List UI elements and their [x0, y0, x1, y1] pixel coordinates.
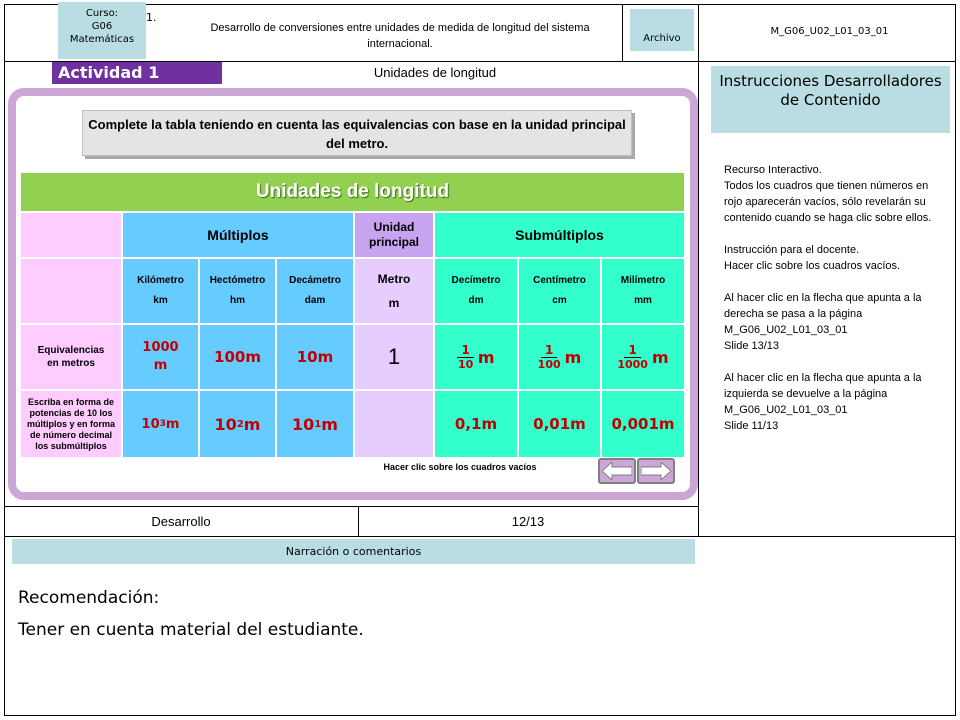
power-base: 10 — [292, 414, 315, 434]
unit-dm — [434, 258, 518, 324]
fraction-unit: m — [651, 347, 669, 367]
value-m[interactable]: 1 — [354, 324, 434, 390]
instructions-body: Recurso Interactivo. Todos los cuadros que tienen números en rojo aparecerán vacíos, sólo revelarán su contenido cuando se haga clic sobre ellos. Instrucción para el docente. Hacer clic sobre los cuadros vacíos. Al hacer clic en la flecha que apunta a la derecha se pasa a la página M_G06_U02_L01_03_01 Slide 13/13 Al hacer clic en la flecha que apunta a la izquierda se devuelve a la página M_G06_U02_L01_03_01 Slide 11/13 — [724, 164, 932, 432]
decimal-cm[interactable]: 0,01m — [518, 390, 601, 458]
power-exponent: 2 — [236, 418, 244, 430]
instructions-title: Instrucciones Desarrolladores de Contenido — [711, 66, 950, 133]
instruction-box: Complete la tabla teniendo en cuenta las equivalencias con base en la unidad principal del metro. — [82, 110, 632, 156]
course-label: Curso: — [85, 8, 119, 19]
unit-name: Kilómetro — [137, 275, 184, 286]
table-corner — [20, 212, 122, 258]
grid-line — [698, 4, 699, 537]
course-badge — [58, 2, 146, 59]
hint-text: Hacer clic sobre los cuadros vacíos — [383, 462, 537, 472]
unit-abbr: cm — [552, 295, 567, 306]
fraction-denominator: 1000 — [617, 357, 648, 371]
narration-label: Narración o comentarios — [12, 539, 695, 564]
fraction — [457, 343, 473, 372]
unit-name: Decámetro — [289, 275, 341, 286]
decimal-dm[interactable]: 0,1m — [434, 390, 518, 458]
fraction — [538, 343, 561, 372]
recommendation-title: Recomendación: — [18, 588, 160, 608]
recommendation-text: Tener en cuenta material del estudiante. — [18, 620, 364, 640]
value-km[interactable]: 1000 m — [122, 324, 199, 390]
unit-abbr: km — [153, 295, 168, 306]
unit-mm — [601, 258, 685, 324]
unit-abbr: dam — [304, 295, 326, 306]
fraction-numerator: 1 — [624, 343, 640, 358]
value-dm[interactable] — [434, 324, 518, 390]
unit-name: Hectómetro — [209, 275, 266, 286]
grid-line — [4, 4, 5, 716]
unit-name: Centímetro — [533, 275, 586, 286]
units-table — [20, 172, 685, 460]
power-unit: m — [165, 416, 180, 432]
unit-abbr: dm — [468, 295, 484, 306]
header-description: Desarrollo de conversiones entre unidades de medida de longitud del sistema internacional. — [210, 22, 590, 50]
power-unit: m — [321, 414, 338, 434]
activity-badge: Actividad 1 — [52, 62, 222, 84]
group-multiplos: Múltiplos — [122, 212, 354, 258]
grid-line — [622, 4, 623, 61]
archivo-label: Archivo — [630, 9, 694, 51]
power-unit: m — [243, 414, 261, 434]
value-cm[interactable] — [518, 324, 601, 390]
power-exponent: 1 — [314, 418, 322, 430]
grid-line — [4, 536, 956, 537]
units-row-label — [20, 258, 122, 324]
power-m[interactable] — [354, 390, 434, 458]
row-equivalencias-label: Equivalencias en metros — [20, 324, 122, 390]
grid-line — [4, 4, 956, 5]
course-subject: Matemáticas — [69, 34, 135, 45]
power-exponent: 3 — [159, 419, 166, 429]
fraction-numerator: 1 — [541, 343, 557, 358]
arrow-right-icon — [641, 462, 671, 480]
fraction-numerator: 1 — [457, 343, 473, 358]
header-number: 1. — [146, 11, 157, 24]
fraction-unit: m — [477, 347, 495, 367]
unit-name: Milímetro — [620, 275, 666, 286]
unit-name: Decímetro — [451, 275, 501, 286]
grid-line — [955, 4, 956, 716]
course-value: G06 — [91, 21, 113, 32]
unit-abbr: m — [388, 296, 400, 310]
slide-id: M_G06_U02_L01_03_01 — [770, 26, 889, 37]
row-potencias-label: Escriba en forma de potencias de 10 los múltiplos y en forma de número decimal los submúltiplos — [20, 390, 122, 458]
arrow-left-icon — [602, 462, 632, 480]
unit-km — [122, 258, 199, 324]
value-hm[interactable]: 100m — [199, 324, 276, 390]
prev-arrow-button[interactable] — [598, 458, 636, 484]
unit-hm — [199, 258, 276, 324]
table-title: Unidades de longitud — [20, 172, 685, 212]
value-dam[interactable]: 10m — [276, 324, 354, 390]
fraction — [617, 343, 648, 372]
grid-line — [4, 715, 956, 716]
activity-title: Unidades de longitud — [373, 65, 497, 80]
power-base: 10 — [214, 414, 237, 434]
unit-cm — [518, 258, 601, 324]
fraction-unit: m — [564, 347, 582, 367]
section-label: Desarrollo — [151, 514, 211, 529]
recommendation — [18, 582, 364, 646]
grid-line — [4, 506, 699, 507]
group-unidad: Unidad principal — [354, 212, 434, 258]
next-arrow-button[interactable] — [637, 458, 675, 484]
group-submultiplos: Submúltiplos — [434, 212, 685, 258]
unit-abbr: mm — [634, 295, 652, 306]
power-base: 10 — [141, 416, 160, 432]
unit-dam — [276, 258, 354, 324]
unit-abbr: hm — [230, 295, 245, 306]
power-dam[interactable] — [276, 390, 354, 458]
value-mm[interactable] — [601, 324, 685, 390]
unit-name: Metro — [377, 272, 411, 286]
unit-m — [354, 258, 434, 324]
decimal-mm[interactable]: 0,001m — [601, 390, 685, 458]
power-km[interactable] — [122, 390, 199, 458]
fraction-denominator: 10 — [458, 357, 474, 371]
page-counter: 12/13 — [511, 514, 545, 529]
power-hm[interactable] — [199, 390, 276, 458]
fraction-denominator: 100 — [537, 357, 561, 371]
